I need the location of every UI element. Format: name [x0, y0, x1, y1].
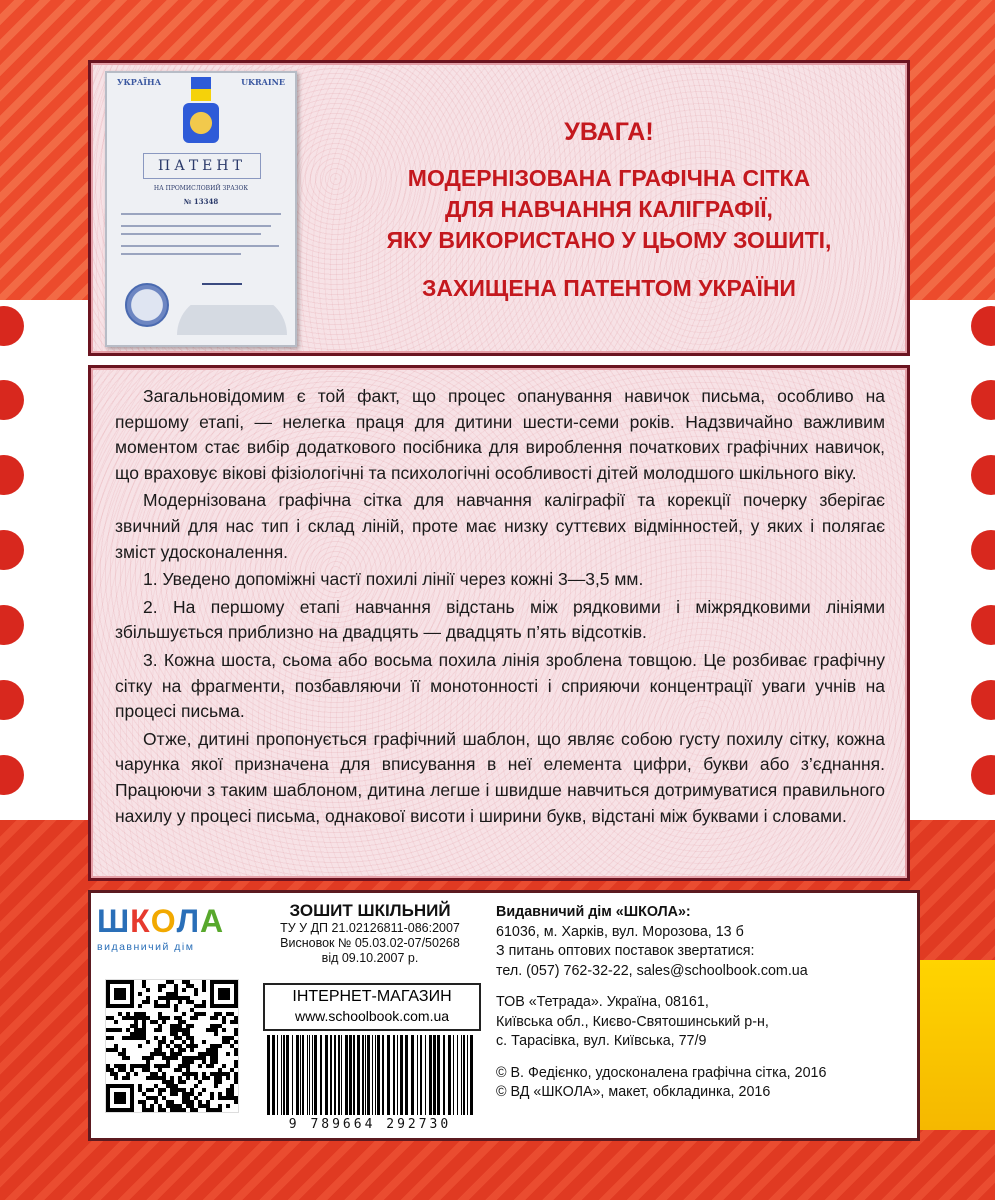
seal-icon: [125, 283, 169, 327]
patent-text-line: [121, 245, 279, 247]
printer-line: с. Тарасівка, вул. Київська, 77/9: [496, 1033, 707, 1049]
logo-word: [97, 901, 247, 941]
signature-icon: [202, 269, 242, 285]
attention-line: ДЛЯ НАВЧАННЯ КАЛІГРАФІЇ,: [445, 196, 773, 222]
patent-certificate: [105, 71, 297, 347]
building-watermark-icon: [177, 295, 287, 335]
ukraine-flag-icon: [191, 77, 211, 101]
paragraph: 2. На першому етапі навчання відстань між рядковими і міжрядковими лініями збільшується приблизно на двадцять — двадцять п’ять відсотків.: [115, 596, 885, 643]
product-info: [259, 901, 481, 966]
publisher-name: Видавничий дім «ШКОЛА»:: [496, 904, 691, 920]
publisher-contact: тел. (057) 762-32-22, sales@schoolbook.com.ua: [496, 962, 808, 979]
attention-text: [311, 163, 907, 256]
patent-text-line: [121, 213, 281, 215]
logo-letter: К: [130, 903, 151, 939]
shop-label: ІНТЕРНЕТ-МАГАЗИН: [292, 988, 452, 1005]
shop-url[interactable]: www.schoolbook.com.ua: [294, 1008, 450, 1024]
patent-text-line: [121, 225, 271, 227]
product-date: від 09.10.2007 р.: [321, 951, 419, 965]
attention-protected: ЗАХИЩЕНА ПАТЕНТОМ УКРАЇНИ: [422, 275, 796, 301]
product-title: ЗОШИТ ШКІЛЬНИЙ: [289, 901, 451, 920]
patent-text-line: [121, 253, 241, 255]
logo-letter: А: [200, 903, 225, 939]
qr-code-icon: [105, 979, 239, 1113]
copyright-line: © В. Федієнко, удосконалена графічна сітка, 2016: [496, 1064, 827, 1081]
attention-line: ЯКУ ВИКОРИСТАНО У ЦЬОМУ ЗОШИТІ,: [386, 227, 832, 253]
imprint-panel: [88, 890, 920, 1141]
barcode-icon: [263, 1033, 477, 1117]
patent-notice-panel: [88, 60, 910, 356]
paragraph: 1. Уведено допоміжні частї похилі лінії через кожні 3—3,5 мм.: [143, 569, 644, 590]
publisher-info: [496, 903, 906, 1103]
patent-country-left: УКРАЇНА: [117, 77, 162, 87]
description-panel: [88, 365, 910, 881]
product-conclusion: Висновок № 05.03.02-07/50268: [280, 936, 460, 950]
barcode-number: 9 789664 292730: [288, 1117, 452, 1132]
patent-subtitle: НА ПРОМИСЛОВИЙ ЗРАЗОК: [153, 185, 249, 192]
paragraph: Загальновідомим є той факт, що процес опанування навичок письма, особливо на першому етапі, — нелегка праця для дитини шести-семи років. Надзвичайно важливим моментом стає вибір додаткового посібника для вироблення початкових графічних навичок, що враховує вікові фізіологічні та психологічні особливості дітей молодшого шкільного віку.: [115, 386, 885, 483]
logo-letter: О: [150, 903, 177, 939]
attention-title: УВАГА!: [564, 118, 654, 146]
yellow-strip: [920, 960, 995, 1130]
patent-country-right: UKRAINE: [241, 77, 285, 87]
logo-letter: Л: [176, 903, 201, 939]
paragraph: Модернізована графічна сітка для навчання каліграфії та корекції почерку зберігає звичний для нас тип і склад ліній, проте має низку суттєвих відмінностей, у яких і полягає зміст удосконалення.: [115, 490, 885, 562]
patent-text-line: [121, 233, 261, 235]
spacer: [496, 1052, 906, 1064]
trident-emblem-icon: [183, 103, 219, 143]
patent-title: ПАТЕНТ: [143, 153, 261, 179]
printer-line: ТОВ «Тетрада». Україна, 08161,: [496, 994, 709, 1010]
publisher-address: 61036, м. Харків, вул. Морозова, 13 б: [496, 923, 744, 940]
publisher-wholesale: З питань оптових поставок звертатися:: [496, 943, 755, 959]
attention-block: [311, 63, 907, 353]
spacer: [496, 981, 906, 993]
attention-line: МОДЕРНІЗОВАНА ГРАФІЧНА СІТКА: [407, 165, 811, 191]
printer-line: Київська обл., Києво-Святошинський р-н,: [496, 1013, 769, 1030]
paragraph: 3. Кожна шоста, сьома або восьма похила лінія зроблена товщою. Це розбиває графічну сітку на фрагменти, позбавляючи її монотонності і сприяючи концентрації уваги учнів на процесі письма.: [115, 649, 885, 722]
logo-letter: Ш: [97, 903, 131, 939]
paragraph: Отже, дитині пропонується графічний шаблон, що являє собою густу похилу сітку, кожна чарунка якої призначена для вписування в неї елемента цифри, букви або з’єднання. Працюючи з таким шаблоном, дитина легше і швидше навчиться дотримуватися правильного нахилу у процесі письма, однакової висоти і ширини букв, відстані між буквами і словами.: [115, 728, 885, 826]
online-shop-box: [263, 983, 481, 1031]
product-tu: ТУ У ДП 21.02126811-086:2007: [280, 921, 460, 935]
copyright-line: © ВД «ШКОЛА», макет, обкладинка, 2016: [496, 1084, 771, 1100]
description-text: [115, 384, 885, 831]
logo-subtitle: видавничий дім: [97, 941, 195, 953]
publisher-logo: [97, 901, 247, 967]
patent-number: № 13348: [183, 197, 219, 206]
